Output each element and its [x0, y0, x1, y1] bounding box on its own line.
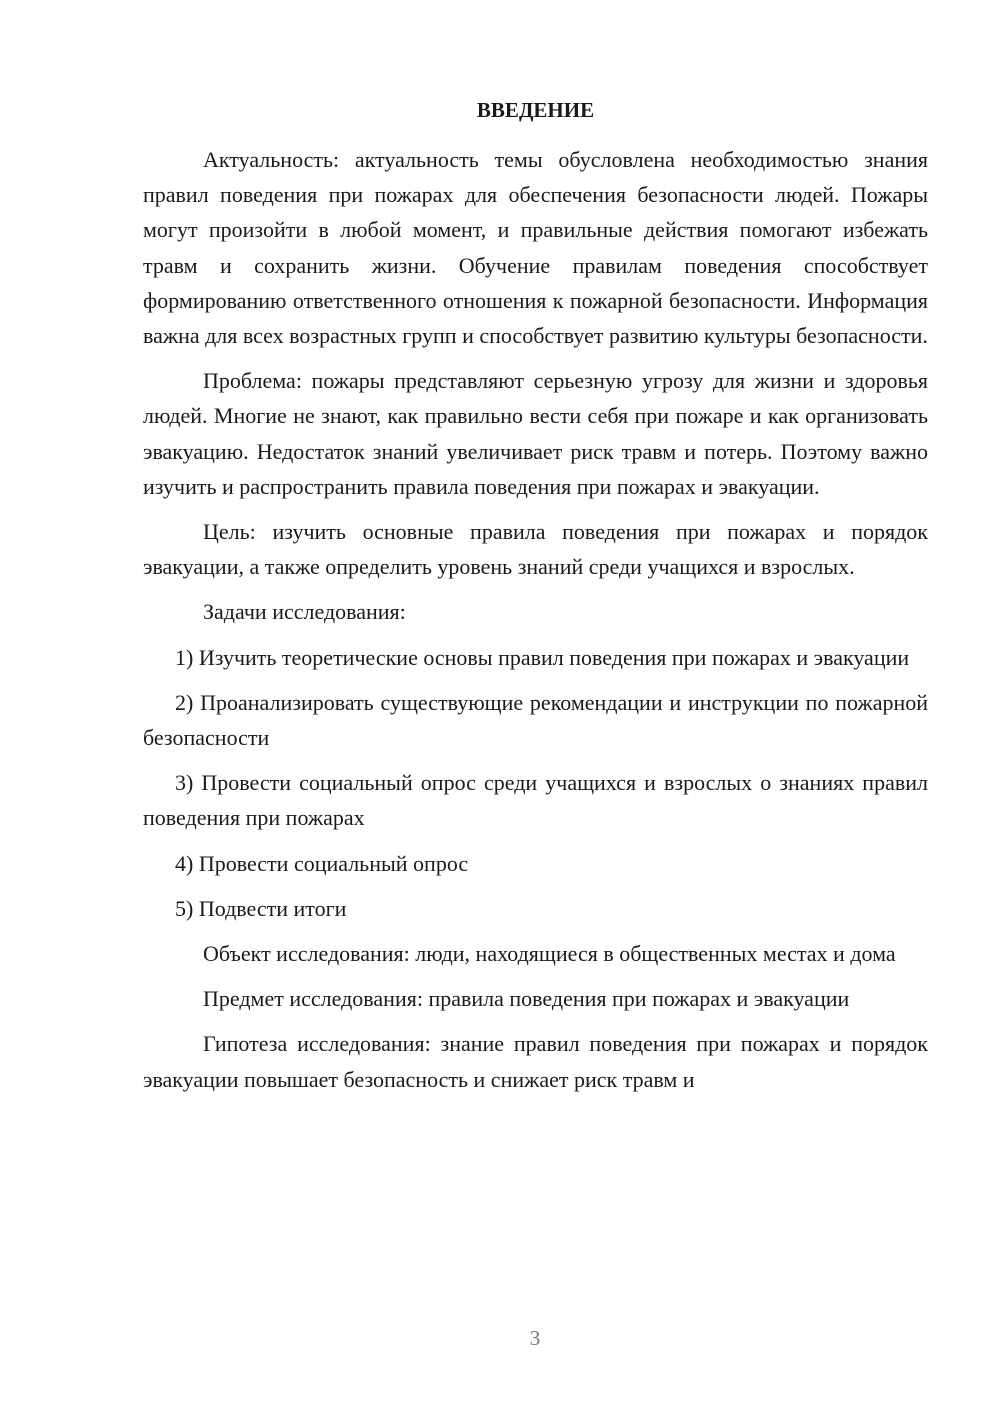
goal-paragraph: Цель: изучить основные правила поведения при пожарах и порядок эвакуации, а также определить уровень знаний среди учащихся и взрослых.: [143, 519, 928, 580]
problem-paragraph: Проблема: пожары представляют серьезную угрозу для жизни и здоровья людей. Многие не знают, как правильно вести себя при пожаре и как организовать эвакуацию. Недостаток знаний увеличивает риск травм и потерь. Поэтому важно изучить и распространить правила поведения при пожарах и эвакуации.: [143, 368, 928, 499]
tasks-heading: Задачи исследования:: [203, 599, 406, 625]
relevance-paragraph: Актуальность: актуальность темы обусловлена необходимостью знания правил поведения при пожарах для обеспечения безопасности людей. Пожары могут произойти в любой момент, и правильные действия помогают избежать травм и сохранить жизни. Обучение правилам поведения способствует формированию ответственного отношения к пожарной безопасности. Информация важна для всех возрастных групп и способствует развитию культуры безопасности.: [143, 147, 928, 349]
page-title: ВВЕДЕНИЕ: [476, 98, 595, 122]
page-content: [143, 93, 928, 1107]
page-number: 3: [529, 1326, 541, 1350]
object-paragraph: Объект исследования: люди, находящиеся в общественных местах и дома: [203, 941, 896, 967]
task-item-3: 3) Провести социальный опрос среди учащихся и взрослых о знаниях правил поведения при пожарах: [143, 770, 928, 831]
task-item-1: 1) Изучить теоретические основы правил поведения при пожарах и эвакуации: [175, 644, 910, 670]
hypothesis-paragraph: Гипотеза исследования: знание правил поведения при пожарах и порядок эвакуации повышает безопасность и снижает риск травм и: [143, 1031, 928, 1092]
subject-paragraph: Предмет исследования: правила поведения при пожарах и эвакуации: [203, 986, 850, 1012]
task-item-4: 4) Провести социальный опрос: [175, 850, 469, 876]
task-item-5: 5) Подвести итоги: [175, 895, 347, 921]
task-item-2: 2) Проанализировать существующие рекомендации и инструкции по пожарной безопасности: [143, 689, 928, 751]
